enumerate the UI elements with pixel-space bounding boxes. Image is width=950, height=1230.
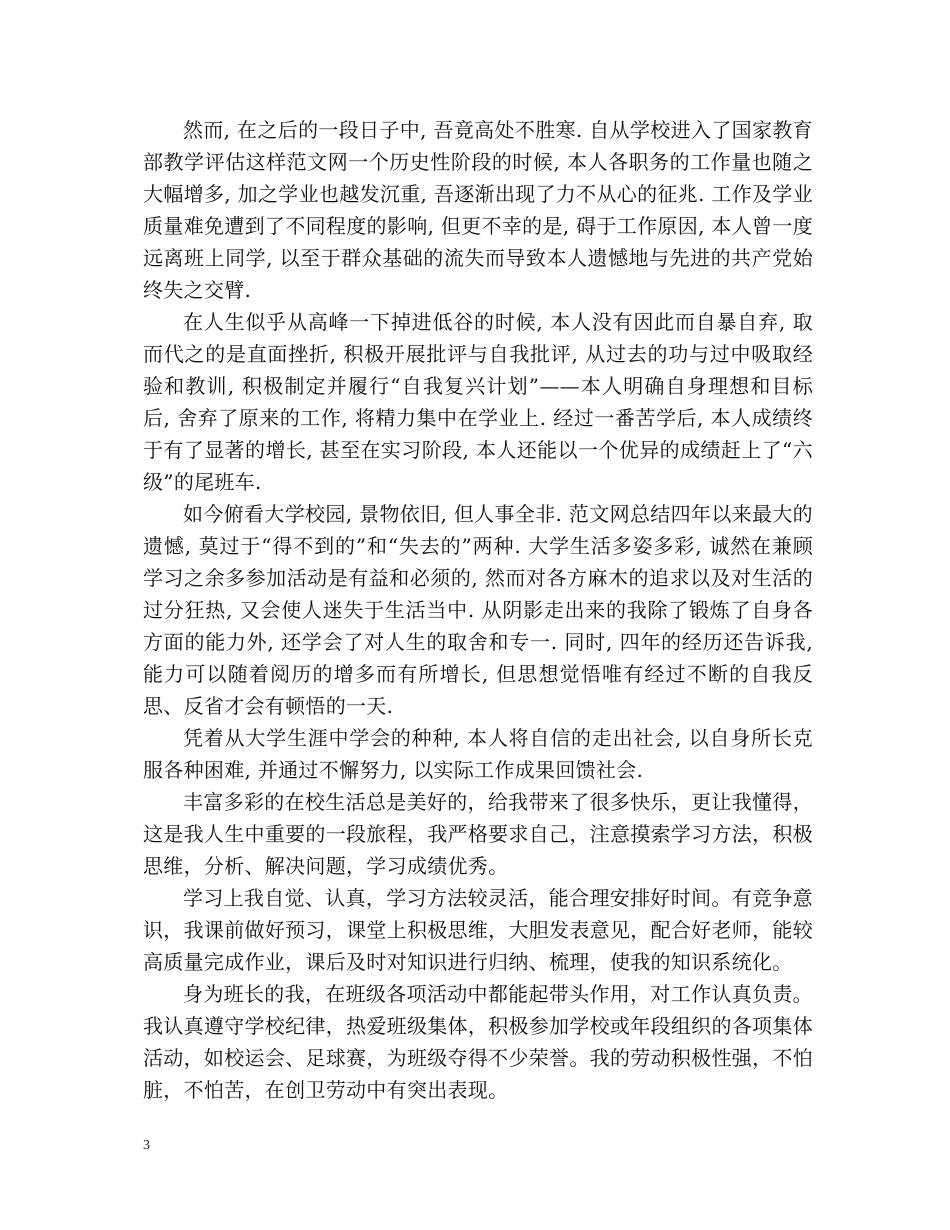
paragraph-2: 在人生似乎从高峰一下掉进低谷的时候, 本人没有因此而自暴自弃, 取而代之的是直面挫折, 积极开展批评与自我批评, 从过去的功与过中吸取经验和教训, 积极制定并履行“自我复兴计划”——本人明确自身理想和目标后, 舍弃了原来的工作, 将精力集中在学业上. 经过一番苦学后, 本人成绩终于有了显著的增长, 甚至在实习阶段, 本人还能以一个优异的成绩赶上了“六级”的尾班车. [143,310,813,494]
paragraph-6: 学习上我自觉、认真，学习方法较灵活，能合理安排好时间。有竞争意识，我课前做好预习，课堂上积极思维，大胆发表意见，配合好老师，能较高质量完成作业，课后及时对知识进行归纳、梳理，使我的知识系统化。 [143,886,813,974]
document-body [143,114,813,1106]
page-number: 3 [143,1138,150,1153]
paragraph-3: 如今俯看大学校园, 景物依旧, 但人事全非. 范文网总结四年以来最大的遗憾, 莫过于“得不到的”和“失去的”两种. 大学生活多姿多彩, 诚然在兼顾学习之余多参加活动是有益和必须的, 然而对各方麻木的追求以及对生活的过分狂热, 又会使人迷失于生活当中. 从阴影走出来的我除了锻炼了自身各方面的能力外, 还学会了对人生的取舍和专一. 同时, 四年的经历还告诉我, 能力可以随着阅历的增多而有所增长, 但思想觉悟唯有经过不断的自我反思、反省才会有顿悟的一天. [143,502,813,718]
paragraph-4: 凭着从大学生涯中学会的种种, 本人将自信的走出社会, 以自身所长克服各种困难, 并通过不懈努力, 以实际工作成果回馈社会. [143,726,813,782]
paragraph-7: 身为班长的我，在班级各项活动中都能起带头作用，对工作认真负责。我认真遵守学校纪律，热爱班级集体，积极参加学校或年段组织的各项集体活动，如校运会、足球赛，为班级夺得不少荣誉。我的劳动积极性强，不怕脏，不怕苦，在创卫劳动中有突出表现。 [143,982,813,1102]
paragraph-1: 然而, 在之后的一段日子中, 吾竟高处不胜寒. 自从学校进入了国家教育部教学评估这样范文网一个历史性阶段的时候, 本人各职务的工作量也随之大幅增多, 加之学业也越发沉重, 吾逐渐出现了力不从心的征兆. 工作及学业质量难免遭到了不同程度的影响, 但更不幸的是, 碍于工作原因, 本人曾一度远离班上同学, 以至于群众基础的流失而导致本人遗憾地与先进的共产党始终失之交臂. [143,118,813,302]
paragraph-5: 丰富多彩的在校生活总是美好的，给我带来了很多快乐，更让我懂得，这是我人生中重要的一段旅程，我严格要求自己，注意摸索学习方法，积极思维，分析、解决问题，学习成绩优秀。 [143,790,813,878]
